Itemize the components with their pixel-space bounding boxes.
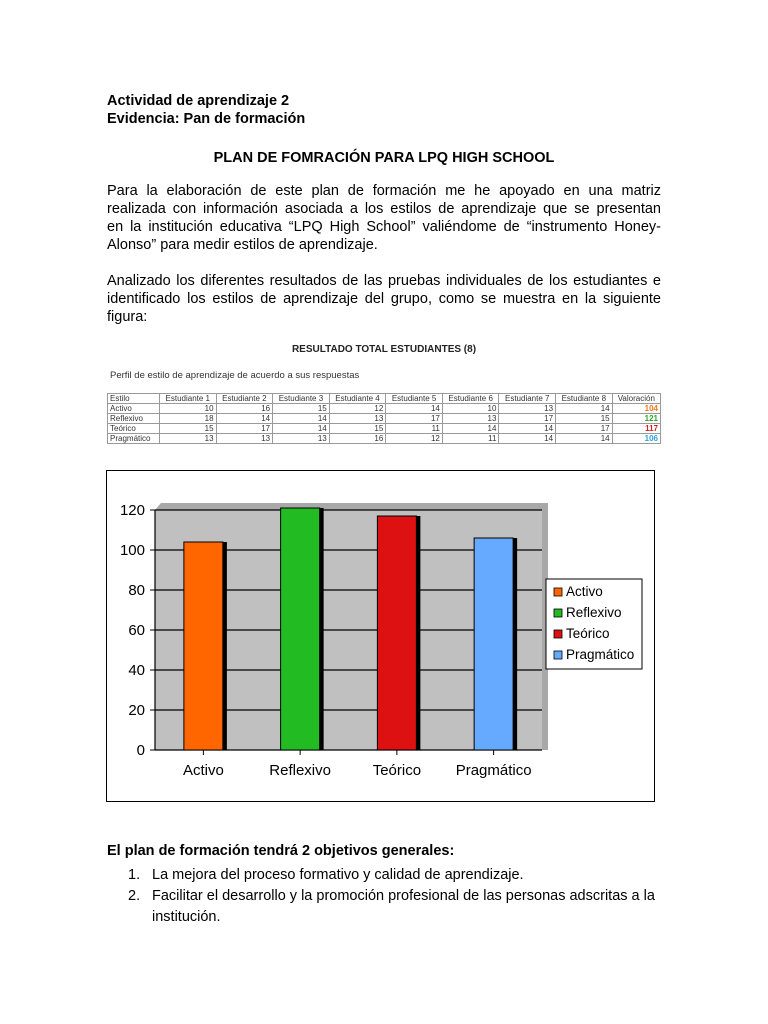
score-cell: 14 (273, 424, 330, 434)
score-cell: 11 (386, 424, 443, 434)
column-header: Estudiante 3 (273, 394, 330, 404)
bar-reflexivo (281, 508, 320, 750)
table-subtitle: Perfil de estilo de aprendizaje de acuerdo a sus respuestas (110, 370, 360, 381)
score-cell: 14 (556, 404, 613, 414)
y-tick-label: 80 (128, 582, 145, 599)
table-row (108, 404, 661, 414)
y-tick-label: 20 (128, 702, 145, 719)
score-cell: 14 (499, 424, 556, 434)
style-cell: Activo (108, 404, 160, 414)
score-cell: 14 (386, 404, 443, 414)
x-tick-label: Pragmático (455, 762, 532, 779)
style-cell: Pragmático (108, 434, 160, 444)
y-tick-label: 0 (136, 742, 145, 759)
column-header: Estudiante 1 (159, 394, 216, 404)
column-header: Valoración (612, 394, 660, 404)
legend-swatch (554, 588, 562, 596)
evidence-heading: Evidencia: Pan de formación (107, 111, 306, 127)
objective-text: Facilitar el desarrollo y la promoción profesional de las personas adscritas a la institución. (152, 888, 655, 925)
table-title: RESULTADO TOTAL ESTUDIANTES (8) (291, 344, 477, 355)
score-cell: 14 (442, 424, 499, 434)
score-cell: 15 (556, 414, 613, 424)
legend-label: Activo (566, 584, 603, 599)
column-header: Estudiante 7 (499, 394, 556, 404)
column-header: Estudiante 5 (386, 394, 443, 404)
legend-swatch (554, 630, 562, 638)
objectives-heading: El plan de formación tendrá 2 objetivos generales: (107, 843, 455, 859)
score-cell: 17 (386, 414, 443, 424)
total-cell: 121 (612, 414, 660, 424)
legend-swatch (554, 609, 562, 617)
score-cell: 17 (216, 424, 273, 434)
score-cell: 11 (442, 434, 499, 444)
column-header: Estudiante 8 (556, 394, 613, 404)
score-cell: 13 (216, 434, 273, 444)
style-cell: Reflexivo (108, 414, 160, 424)
y-tick-label: 40 (128, 662, 145, 679)
total-cell: 104 (612, 404, 660, 414)
column-header: Estilo (108, 394, 160, 404)
x-tick-label: Activo (182, 762, 224, 779)
bar-teórico (377, 516, 416, 750)
intro-line: Alonso” para medir estilos de aprendizaje. (107, 237, 378, 253)
bar-chart (106, 470, 655, 802)
objective-number: 2. (128, 888, 141, 904)
score-cell: 15 (273, 404, 330, 414)
intro-line: realizada con información asociada a los estilos de aprendizaje que se presentan (107, 201, 661, 217)
style-cell: Teórico (108, 424, 160, 434)
score-cell: 13 (273, 434, 330, 444)
score-cell: 17 (556, 424, 613, 434)
score-cell: 14 (556, 434, 613, 444)
column-header: Estudiante 4 (329, 394, 386, 404)
legend-label: Reflexivo (566, 605, 622, 620)
score-cell: 14 (216, 414, 273, 424)
table-header-row (108, 394, 661, 404)
analysis-line: Analizado los diferentes resultados de las pruebas individuales de los estudiantes e (107, 273, 661, 289)
table-row (108, 434, 661, 444)
total-cell: 106 (612, 434, 660, 444)
intro-line: en la institución educativa “LPQ High School” valiéndome de “instrumento Honey- (107, 219, 661, 235)
column-header: Estudiante 2 (216, 394, 273, 404)
legend-label: Teórico (566, 626, 610, 641)
score-cell: 18 (159, 414, 216, 424)
score-cell: 10 (442, 404, 499, 414)
y-tick-label: 60 (128, 622, 145, 639)
score-cell: 15 (159, 424, 216, 434)
objective-text: La mejora del proceso formativo y calidad de aprendizaje. (152, 867, 524, 883)
score-cell: 14 (499, 434, 556, 444)
score-cell: 17 (499, 414, 556, 424)
intro-paragraph (107, 182, 661, 254)
table-row (108, 414, 661, 424)
score-cell: 16 (329, 434, 386, 444)
bar-activo (184, 542, 223, 750)
x-tick-label: Reflexivo (269, 762, 331, 779)
y-tick-label: 100 (119, 542, 145, 559)
legend-label: Pragmático (566, 647, 635, 662)
bar-pragmático (474, 538, 513, 750)
score-cell: 13 (499, 404, 556, 414)
total-cell: 117 (612, 424, 660, 434)
score-cell: 13 (329, 414, 386, 424)
intro-line: Para la elaboración de este plan de formación me he apoyado en una matriz (107, 183, 661, 199)
analysis-paragraph (107, 272, 661, 326)
score-cell: 12 (386, 434, 443, 444)
chart-svg (107, 471, 654, 801)
score-cell: 10 (159, 404, 216, 414)
results-table (107, 393, 661, 444)
score-cell: 13 (159, 434, 216, 444)
analysis-line: identificado los estilos de aprendizaje del grupo, como se muestra en la siguiente (107, 291, 661, 307)
score-cell: 16 (216, 404, 273, 414)
score-cell: 13 (442, 414, 499, 424)
document-title: PLAN DE FOMRACIÓN PARA LPQ HIGH SCHOOL (213, 150, 555, 166)
legend-swatch (554, 651, 562, 659)
score-cell: 14 (273, 414, 330, 424)
y-tick-label: 120 (119, 502, 145, 519)
objective-number: 1. (128, 867, 141, 883)
x-tick-label: Teórico (372, 762, 422, 779)
analysis-line: figura: (107, 309, 148, 325)
score-cell: 12 (329, 404, 386, 414)
column-header: Estudiante 6 (442, 394, 499, 404)
score-cell: 15 (329, 424, 386, 434)
table-row (108, 424, 661, 434)
activity-heading: Actividad de aprendizaje 2 (107, 93, 290, 109)
